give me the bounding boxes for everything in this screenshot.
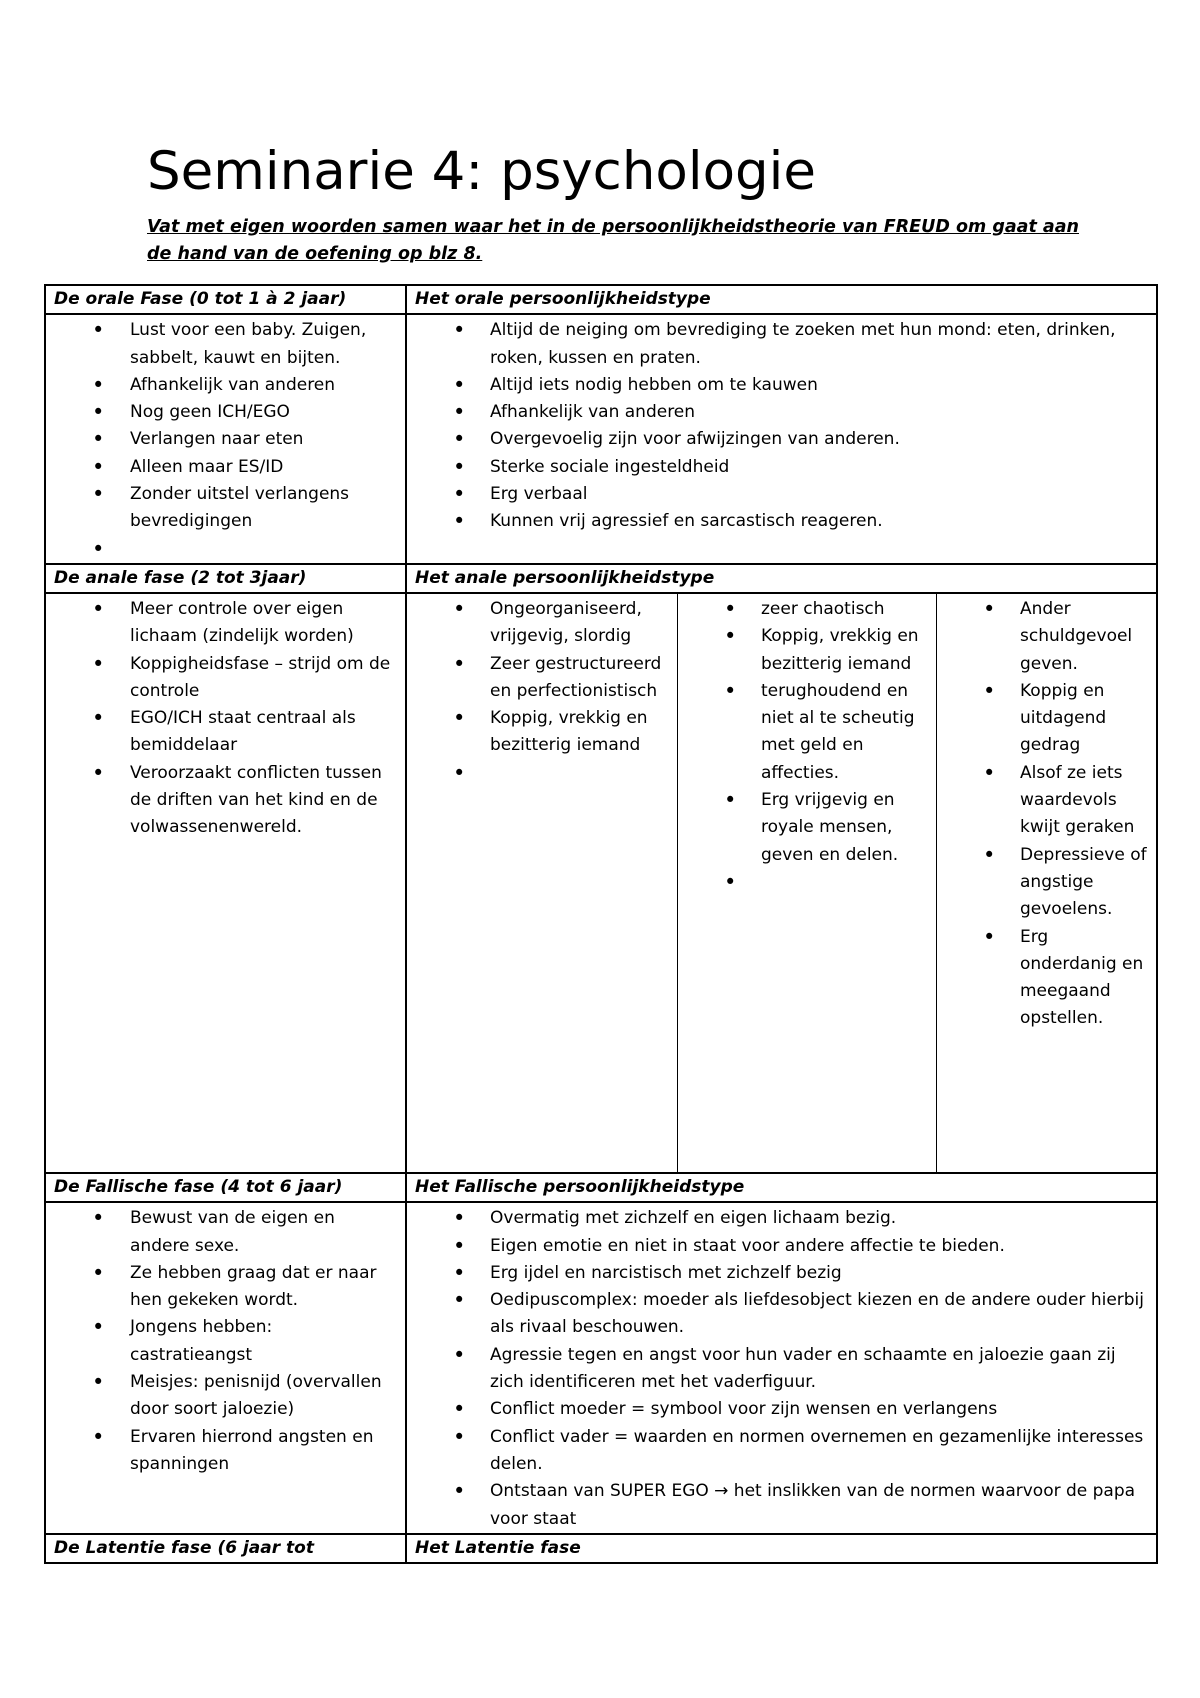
phallic-header-row	[45, 1173, 1157, 1202]
anal-type-list-1	[407, 594, 677, 787]
list-item: • Sterke sociale ingesteldheid	[490, 454, 1146, 481]
list-item: • Zonder uitstel verlangens bevredigingen	[130, 481, 391, 536]
list-item: • Oedipuscomplex: moeder als liefdesobject kiezen en de andere ouder hierbij als rivaal beschouwen.	[490, 1287, 1146, 1342]
phallic-content-row	[45, 1202, 1157, 1534]
list-item: • Alsof ze iets waardevols kwijt geraken	[1020, 760, 1150, 842]
oral-phase-header: De orale Fase (0 tot 1 à 2 jaar)	[45, 285, 406, 314]
list-item: • Ander schuldgevoel geven.	[1020, 596, 1150, 678]
list-item: • Bewust van de eigen en andere sexe.	[130, 1205, 391, 1260]
anal-content-row	[45, 593, 1157, 1173]
list-item: • Lust voor een baby. Zuigen, sabbelt, kauwt en bijten.	[130, 317, 391, 372]
list-item: • Ontstaan van SUPER EGO → het inslikken van de normen waarvoor de papa voor staat	[490, 1478, 1146, 1533]
phallic-phase-header: De Fallische fase (4 tot 6 jaar)	[45, 1173, 406, 1202]
list-item: • EGO/ICH staat centraal als bemiddelaar	[130, 705, 391, 760]
list-item: • Meisjes: penisnijd (overvallen door soort jaloezie)	[130, 1369, 391, 1424]
oral-header-row	[45, 285, 1157, 314]
list-item	[490, 760, 671, 787]
list-item: • terughoudend en niet al te scheutig met geld en affecties.	[761, 678, 930, 787]
anal-type-header: Het anale persoonlijkheidstype	[406, 564, 1157, 593]
oral-phase-cell	[45, 314, 406, 563]
phallic-type-list	[407, 1203, 1156, 1533]
list-item: • Koppigheidsfase – strijd om de controle	[130, 651, 391, 706]
anal-type-column-2	[678, 594, 937, 1172]
phallic-phase-list	[46, 1203, 405, 1478]
phallic-type-header: Het Fallische persoonlijkheidstype	[406, 1173, 1157, 1202]
list-item: • Erg verbaal	[490, 481, 1146, 508]
list-item: • Koppig, vrekkig en bezitterig iemand	[761, 623, 930, 678]
list-item: • zeer chaotisch	[761, 596, 930, 623]
list-item: • Afhankelijk van anderen	[130, 372, 391, 399]
list-item: • Koppig, vrekkig en bezitterig iemand	[490, 705, 671, 760]
list-item: • Zeer gestructureerd en perfectionistisch	[490, 651, 671, 706]
list-item: • Kunnen vrij agressief en sarcastisch reageren.	[490, 508, 1146, 535]
list-item: • Agressie tegen en angst voor hun vader en schaamte en jaloezie gaan zij zich identificeren met het vaderfiguur.	[490, 1342, 1146, 1397]
list-item: • Eigen emotie en niet in staat voor andere affectie te bieden.	[490, 1233, 1146, 1260]
anal-type-column-1	[407, 594, 678, 1172]
anal-type-list-3	[937, 594, 1156, 1033]
list-item: • Meer controle over eigen lichaam (zindelijk worden)	[130, 596, 391, 651]
list-item: • Ze hebben graag dat er naar hen gekeken wordt.	[130, 1260, 391, 1315]
oral-content-row	[45, 314, 1157, 563]
list-item: • Ervaren hierrond angsten en spanningen	[130, 1424, 391, 1479]
anal-phase-list	[46, 594, 405, 842]
list-item: • Overgevoelig zijn voor afwijzingen van anderen.	[490, 426, 1146, 453]
anal-type-list-2	[678, 594, 936, 896]
freud-phases-table	[44, 284, 1158, 1564]
list-item: • Koppig en uitdagend gedrag	[1020, 678, 1150, 760]
list-item	[130, 536, 391, 563]
list-item: • Alleen maar ES/ID	[130, 454, 391, 481]
list-item: • Overmatig met zichzelf en eigen lichaam bezig.	[490, 1205, 1146, 1232]
list-item: • Conflict moeder = symbool voor zijn wensen en verlangens	[490, 1396, 1146, 1423]
latency-phase-header: De Latentie fase (6 jaar tot	[45, 1534, 406, 1563]
anal-phase-header: De anale fase (2 tot 3jaar)	[45, 564, 406, 593]
oral-type-list	[407, 315, 1156, 535]
anal-type-cell	[406, 593, 1157, 1173]
list-item: • Erg ijdel en narcistisch met zichzelf bezig	[490, 1260, 1146, 1287]
latency-type-header: Het Latentie fase	[406, 1534, 1157, 1563]
assignment-instruction: Vat met eigen woorden samen waar het in de persoonlijkheidstheorie van FREUD om gaat aan de hand van de oefening op blz 8.	[147, 217, 1079, 264]
oral-phase-list	[46, 315, 405, 562]
phallic-phase-cell	[45, 1202, 406, 1534]
latency-header-row	[45, 1534, 1157, 1563]
anal-type-column-3	[937, 594, 1156, 1172]
anal-header-row	[45, 564, 1157, 593]
anal-type-columns	[407, 594, 1156, 1172]
list-item: • Conflict vader = waarden en normen overnemen en gezamenlijke interesses delen.	[490, 1424, 1146, 1479]
list-item: • Nog geen ICH/EGO	[130, 399, 391, 426]
page-title: Seminarie 4: psychologie	[147, 141, 816, 202]
list-item: • Veroorzaakt conflicten tussen de driften van het kind en de volwassenenwereld.	[130, 760, 391, 842]
list-item: • Verlangen naar eten	[130, 426, 391, 453]
list-item: • Altijd de neiging om bevrediging te zoeken met hun mond: eten, drinken, roken, kussen en praten.	[490, 317, 1146, 372]
list-item: • Ongeorganiseerd, vrijgevig, slordig	[490, 596, 671, 651]
list-item: • Erg onderdanig en meegaand opstellen.	[1020, 924, 1150, 1033]
oral-type-header: Het orale persoonlijkheidstype	[406, 285, 1157, 314]
phallic-type-cell	[406, 1202, 1157, 1534]
list-item	[761, 869, 930, 896]
list-item: • Altijd iets nodig hebben om te kauwen	[490, 372, 1146, 399]
list-item: • Depressieve of angstige gevoelens.	[1020, 842, 1150, 924]
list-item: • Erg vrijgevig en royale mensen, geven en delen.	[761, 787, 930, 869]
anal-phase-cell	[45, 593, 406, 1173]
oral-type-cell	[406, 314, 1157, 563]
list-item: • Afhankelijk van anderen	[490, 399, 1146, 426]
list-item: • Jongens hebben: castratieangst	[130, 1314, 391, 1369]
